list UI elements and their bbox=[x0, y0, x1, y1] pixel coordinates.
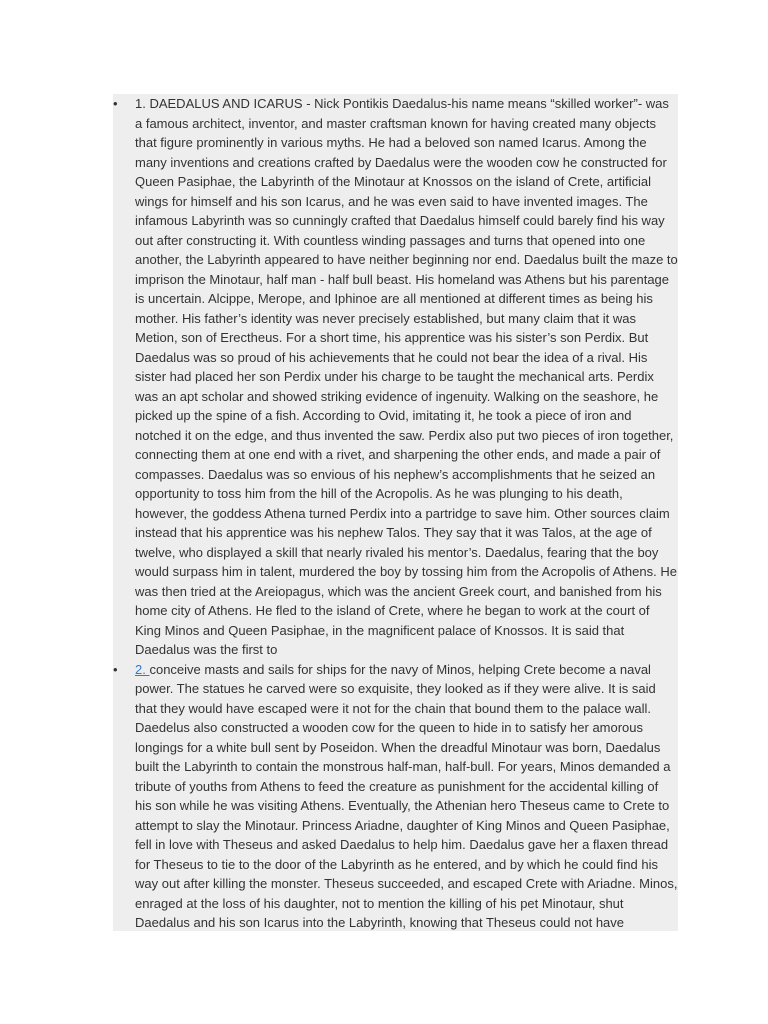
paragraph-text: conceive masts and sails for ships for the navy of Minos, helping Crete become a naval power. The statues he carved were so exquisite, they looked as if they were alive. It is said that they would have escaped were it not for the chain that bound them to the palace wall. Daedelus also constructed a wooden cow for the queen to hide in to satisfy her amorous longings for a white bull sent by Poseidon. When the dreadful Minotaur was born, Daedalus built the Labyrinth to contain the monstrous half-man, half-bull. For years, Minos demanded a tribute of youths from Athens to feed the creature as punishment for the accidental killing of his son while he was visiting Athens. Eventually, the Athenian hero Theseus came to Crete to attempt to slay the Minotaur. Princess Ariadne, daughter of King Minos and Queen Pasiphae, fell in love with Theseus and asked Daedalus to help him. Daedalus gave her a flaxen thread for Theseus to tie to the door of the Labyrinth as he entered, and by which he could find his way out after killing the monster. Theseus succeeded, and escaped Crete with Ariadne. Minos, enraged at the loss of his daughter, not to mention the killing of his pet Minotaur, shut Daedalus and his son Icarus into the Labyrinth, knowing that Theseus could not have bbox=[135, 661, 678, 930]
bullet-icon: • bbox=[113, 661, 118, 677]
list-item bbox=[113, 94, 678, 660]
list-item bbox=[113, 660, 678, 932]
bullet-icon: • bbox=[113, 96, 118, 111]
item-number-link[interactable]: 2. bbox=[135, 661, 150, 677]
bullet-list bbox=[113, 94, 678, 931]
document-page bbox=[113, 94, 678, 931]
paragraph-text: 1. DAEDALUS AND ICARUS - Nick Pontikis Daedalus-his name means “skilled worker”- was a famous architect, inventor, and master craftsman known for having created many objects that figure prominently in various myths. He had a beloved son named Icarus. Among the many inventions and creations crafted by Daedalus were the wooden cow he constructed for Queen Pasiphae, the Labyrinth of the Minotaur at Knossos on the island of Crete, artificial wings for himself and his son Icarus, and he was even said to have invented images. The infamous Labyrinth was so cunningly crafted that Daedalus himself could barely find his way out after constructing it. With countless winding passages and turns that opened into one another, the Labyrinth appeared to have neither beginning nor end. Daedalus built the maze to imprison the Minotaur, half man - half bull beast. His homeland was Athens but his parentage is uncertain. Alcippe, Merope, and Iphinoe are all mentioned at different times as being his mother. His father’s identity was never precisely established, but many claim that it was Metion, son of Erectheus. For a short time, his apprentice was his sister’s son Perdix. But Daedalus was so proud of his achievements that he could not bear the idea of a rival. His sister had placed her son Perdix under his charge to be taught the mechanical arts. Perdix was an apt scholar and showed striking evidence of ingenuity. Walking on the seashore, he picked up the spine of a fish. According to Ovid, imitating it, he took a piece of iron and notched it on the edge, and thus invented the saw. Perdix also put two pieces of iron together, connecting them at one end with a rivet, and sharpening the other ends, and made a pair of compasses. Daedalus was so envious of his nephew’s accomplishments that he seized an opportunity to toss him from the hill of the Acropolis. As he was plunging to his death, however, the goddess Athena turned Perdix into a partridge to save him. Other sources claim instead that his apprentice was his nephew Talos. They say that it was Talos, at the age of twelve, who displayed a skill that nearly rivaled his mentor’s. Daedalus, fearing that the boy would surpass him in talent, murdered the boy by tossing him from the Acropolis of Athens. He was then tried at the Areiopagus, which was the ancient Greek court, and banished from his home city of Athens. He fled to the island of Crete, where he began to work at the court of King Minos and Queen Pasiphae, in the magnificent palace of Knossos. It is said that Daedalus was the first to bbox=[135, 96, 678, 657]
